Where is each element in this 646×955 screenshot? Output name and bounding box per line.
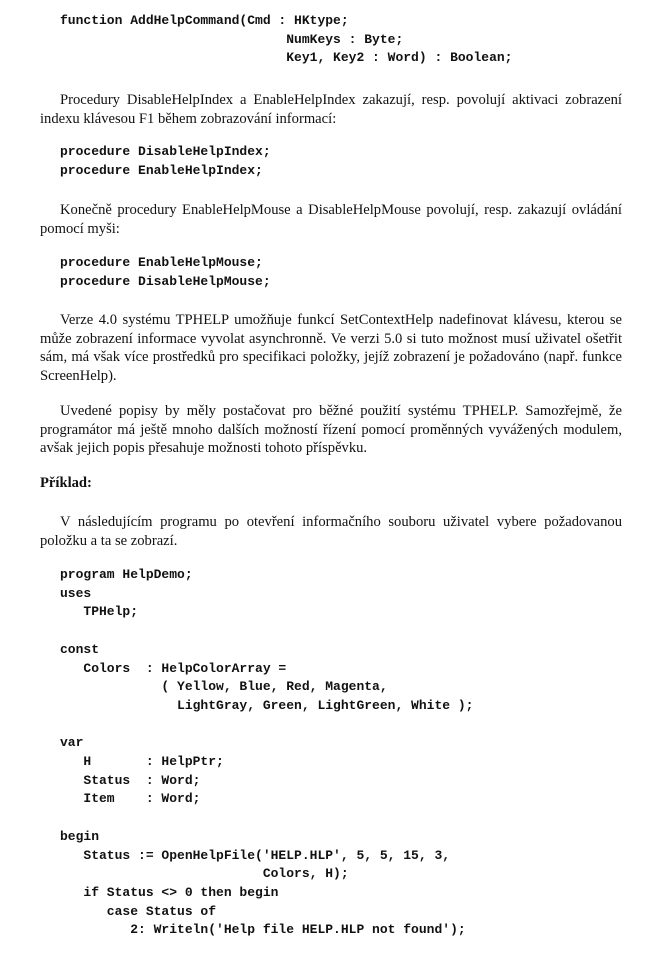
code-add-help-command: function AddHelpCommand(Cmd : HKtype; NumKeys : Byte; Key1, Key2 : Word) : Boolean; bbox=[60, 13, 513, 66]
paragraph-example-intro: V následujícím programu po otevření informačního souboru uživatel vybere požadovanou položku a ta se zobrazí. bbox=[40, 514, 622, 549]
paragraph-summary: Uvedené popisy by měly postačovat pro běžné použití systému TPHELP. Samozřejmě, že programátor má ještě mnoho dalších možností řízení pomocí proměnných vyvážených modulem, avšak jejich popis přesahuje možnosti tohoto příspěvku. bbox=[40, 403, 622, 456]
paragraph-help-index: Procedury DisableHelpIndex a EnableHelpIndex zakazují, resp. povolují aktivaci zobrazení indexu klávesou F1 během zobrazování informací: bbox=[40, 92, 622, 127]
paragraph-version: Verze 4.0 systému TPHELP umožňuje funkcí SetContextHelp nadefinovat klávesu, kterou se může zobrazení informace vyvolat asynchronně. Ve verzi 5.0 si tuto možnost musí uživatel ošetřit sám, má však více prostředků pro specifikaci položky, jejíž zobrazení je požadováno (např. funkce ScreenHelp). bbox=[40, 312, 622, 384]
paragraph-help-mouse: Konečně procedury EnableHelpMouse a DisableHelpMouse povolují, resp. zakazují ovládání pomocí myši: bbox=[40, 202, 622, 237]
heading-example: Příklad: bbox=[40, 475, 92, 491]
code-help-index: procedure DisableHelpIndex; procedure EnableHelpIndex; bbox=[60, 144, 271, 178]
code-help-mouse: procedure EnableHelpMouse; procedure DisableHelpMouse; bbox=[60, 255, 271, 289]
code-help-demo-program: program HelpDemo; uses TPHelp; const Colors : HelpColorArray = ( Yellow, Blue, Red, Magenta, LightGray, Green, LightGreen, White ); var H : HelpPtr; Status : Word; Item : Word; begin Status := OpenHelpFile('HELP.HLP', 5, 5, 15, 3, Colors, H); if Status <> 0 then begin case Status of 2: Writeln('Help file HELP.HLP not found'); bbox=[60, 567, 474, 938]
